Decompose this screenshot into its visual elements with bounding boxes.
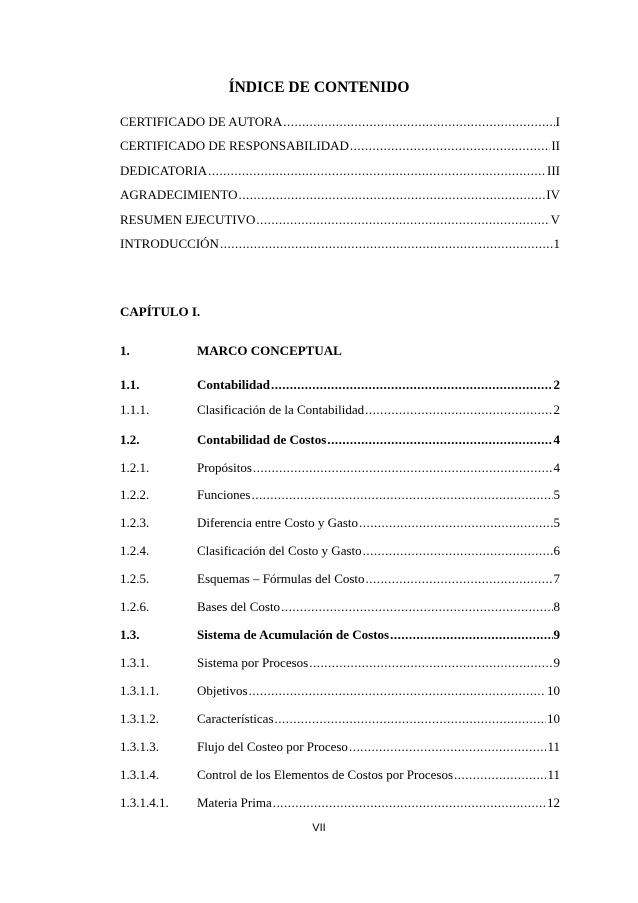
toc-entry-label: Flujo del Costeo por Proceso bbox=[197, 739, 348, 754]
toc-entry-certificado-responsabilidad[interactable] bbox=[120, 137, 560, 155]
toc-page-number: 1 bbox=[553, 236, 560, 251]
toc-section-entry[interactable] bbox=[120, 542, 560, 560]
toc-leader-dots bbox=[349, 738, 547, 756]
toc-section-number: 1.3.1.4. bbox=[120, 767, 159, 782]
toc-entry-resumen-ejecutivo[interactable] bbox=[120, 211, 560, 229]
toc-section-entry[interactable] bbox=[120, 626, 560, 644]
toc-leader-dots bbox=[365, 401, 552, 419]
toc-section-number: 1.3.1.4.1. bbox=[120, 795, 169, 810]
toc-section-number: 1.2.1. bbox=[120, 460, 150, 475]
toc-section-number: 1.3.1.1. bbox=[120, 683, 159, 698]
toc-section-entry[interactable] bbox=[120, 710, 560, 728]
toc-page-number: V bbox=[550, 212, 560, 227]
toc-leader-dots bbox=[327, 431, 552, 449]
toc-entry-label: MARCO CONCEPTUAL bbox=[197, 343, 342, 358]
toc-page-number: 10 bbox=[547, 683, 560, 698]
toc-entry-label: CERTIFICADO DE RESPONSABILIDAD bbox=[120, 138, 349, 153]
toc-section-entry[interactable] bbox=[120, 514, 560, 532]
toc-section-number: 1.2.4. bbox=[120, 543, 150, 558]
toc-section-entry[interactable] bbox=[120, 401, 560, 419]
toc-section-number: 1.2. bbox=[120, 432, 140, 447]
toc-entry-label: AGRADECIMIENTO bbox=[120, 187, 238, 202]
toc-section-number: 1.1.1. bbox=[120, 402, 150, 417]
toc-section-entry[interactable] bbox=[120, 486, 560, 504]
toc-entry-label: DEDICATORIA bbox=[120, 163, 208, 178]
toc-entry-label: Objetivos bbox=[197, 683, 248, 698]
toc-entry-label: Esquemas – Fórmulas del Costo bbox=[197, 571, 365, 586]
toc-page-number: 4 bbox=[553, 432, 560, 447]
toc-entry-label: Control de los Elementos de Costos por Procesos bbox=[197, 767, 454, 782]
toc-page-number: I bbox=[555, 114, 560, 129]
toc-section-number: 1.3.1. bbox=[120, 655, 150, 670]
toc-entry-introduccion[interactable] bbox=[120, 235, 560, 253]
toc-leader-dots bbox=[309, 654, 552, 672]
toc-page-number: 6 bbox=[553, 543, 560, 558]
toc-leader-dots bbox=[454, 766, 546, 784]
toc-page-number: 12 bbox=[547, 795, 560, 810]
toc-section-number: 1.3.1.3. bbox=[120, 739, 159, 754]
toc-section-entry[interactable] bbox=[120, 376, 560, 394]
toc-entry-label: Sistema de Acumulación de Costos bbox=[197, 627, 390, 642]
toc-entry-certificado-autora[interactable] bbox=[120, 113, 560, 131]
toc-page-number: 8 bbox=[553, 599, 560, 614]
toc-section-entry[interactable] bbox=[120, 738, 560, 756]
toc-section-number: 1.2.5. bbox=[120, 571, 150, 586]
toc-page-number: 2 bbox=[553, 377, 560, 392]
toc-page-number: 11 bbox=[547, 767, 560, 782]
toc-section-entry[interactable] bbox=[120, 431, 560, 449]
toc-page-number: 5 bbox=[553, 487, 560, 502]
toc-page-number: III bbox=[547, 163, 560, 178]
toc-leader-dots bbox=[350, 137, 550, 155]
page-title: ÍNDICE DE CONTENIDO bbox=[228, 79, 410, 96]
toc-section-entry[interactable] bbox=[120, 682, 560, 700]
toc-section-entry[interactable] bbox=[120, 794, 560, 812]
toc-leader-dots bbox=[220, 235, 553, 253]
toc-entry-agradecimiento[interactable] bbox=[120, 186, 560, 204]
toc-page-number: 5 bbox=[553, 515, 560, 530]
toc-entry-label: Contabilidad bbox=[197, 377, 270, 392]
toc-leader-dots bbox=[359, 514, 552, 532]
toc-leader-dots bbox=[283, 113, 554, 131]
toc-page-number: 7 bbox=[553, 571, 560, 586]
chapter-heading: CAPÍTULO I. bbox=[120, 304, 201, 319]
toc-section-number: 1.2.6. bbox=[120, 599, 150, 614]
toc-leader-dots bbox=[251, 486, 552, 504]
toc-section-heading[interactable] bbox=[120, 342, 560, 360]
toc-section-entry[interactable] bbox=[120, 766, 560, 784]
toc-leader-dots bbox=[390, 626, 552, 644]
toc-entry-label: Bases del Costo bbox=[197, 599, 281, 614]
toc-page-number: II bbox=[551, 138, 560, 153]
page-footer-number: VII bbox=[312, 822, 326, 834]
toc-page-number: 9 bbox=[553, 627, 560, 642]
toc-page-number: 9 bbox=[553, 655, 560, 670]
toc-section-number: 1.3. bbox=[120, 627, 140, 642]
toc-page-number: 10 bbox=[547, 711, 560, 726]
toc-section-number: 1. bbox=[120, 343, 130, 358]
toc-leader-dots bbox=[281, 598, 552, 616]
toc-page-number: IV bbox=[546, 187, 560, 202]
toc-section-entry[interactable] bbox=[120, 570, 560, 588]
toc-entry-label: Sistema por Procesos bbox=[197, 655, 309, 670]
toc-section-number: 1.2.2. bbox=[120, 487, 150, 502]
toc-page-number: 4 bbox=[553, 460, 560, 475]
toc-entry-label: Clasificación de la Contabilidad bbox=[197, 402, 365, 417]
toc-entry-label: Clasificación del Costo y Gasto bbox=[197, 543, 362, 558]
toc-entry-dedicatoria[interactable] bbox=[120, 162, 560, 180]
toc-entry-label: Contabilidad de Costos bbox=[197, 432, 327, 447]
toc-entry-label: INTRODUCCIÓN bbox=[120, 236, 219, 251]
toc-section-number: 1.3.1.2. bbox=[120, 711, 159, 726]
toc-leader-dots bbox=[363, 542, 553, 560]
toc-entry-label: Características bbox=[197, 711, 274, 726]
toc-leader-dots bbox=[208, 162, 546, 180]
toc-entry-label: Funciones bbox=[197, 487, 251, 502]
toc-leader-dots bbox=[366, 570, 553, 588]
toc-section-entry[interactable] bbox=[120, 459, 560, 477]
toc-entry-label: Diferencia entre Costo y Gasto bbox=[197, 515, 359, 530]
toc-leader-dots bbox=[256, 211, 549, 229]
toc-leader-dots bbox=[238, 186, 545, 204]
toc-page-number: 11 bbox=[547, 739, 560, 754]
toc-leader-dots bbox=[271, 376, 553, 394]
toc-section-entry[interactable] bbox=[120, 654, 560, 672]
toc-section-number: 1.2.3. bbox=[120, 515, 150, 530]
toc-page-number: 2 bbox=[553, 402, 560, 417]
toc-entry-label: Propósitos bbox=[197, 460, 252, 475]
toc-leader-dots bbox=[273, 794, 546, 812]
toc-entry-label: Materia Prima bbox=[197, 795, 272, 810]
toc-section-number: 1.1. bbox=[120, 377, 140, 392]
toc-leader-dots bbox=[275, 710, 546, 728]
toc-entry-label: RESUMEN EJECUTIVO bbox=[120, 212, 256, 227]
toc-leader-dots bbox=[249, 682, 546, 700]
toc-entry-label: CERTIFICADO DE AUTORA bbox=[120, 114, 283, 129]
toc-section-entry[interactable] bbox=[120, 598, 560, 616]
toc-leader-dots bbox=[253, 459, 553, 477]
